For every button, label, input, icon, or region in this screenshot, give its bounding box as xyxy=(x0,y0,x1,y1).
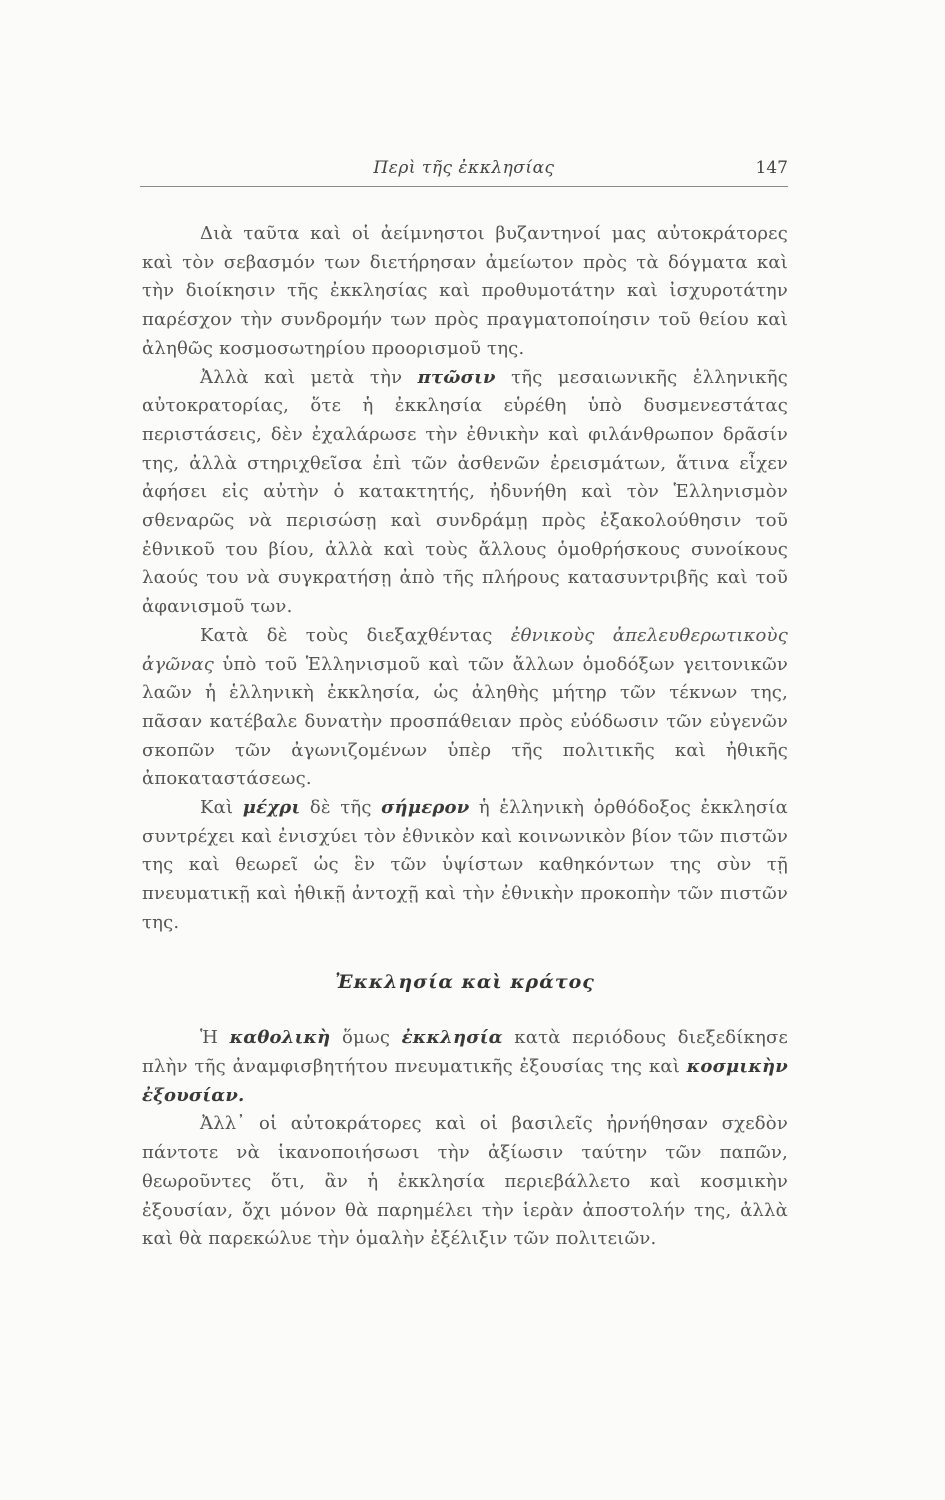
paragraph-3-part-c: ὑπὸ τοῦ Ἑλληνισμοῦ καὶ τῶν ἄλλων ὁμοδόξων γειτονικῶν λαῶν ἡ ἑλληνικὴ ἐκκλησία, ὡς ἀληθὴς μήτηρ τῶν τέκνων της, πᾶσαν κατέβαλε δυνατὴν προσπάθειαν πρὸς εὐόδωσιν τῶν εὐγενῶν σκοπῶν τῶν ἀγωνιζομένων ὑπὲρ τῆς πολιτικῆς καὶ ἠθικῆς ἀποκαταστάσεως. xyxy=(142,653,788,790)
paragraph-3 xyxy=(142,622,788,794)
body-text xyxy=(142,220,788,1254)
paragraph-6 xyxy=(142,1110,788,1254)
section-heading: Ἐκκλησία καὶ κράτος xyxy=(335,970,595,993)
paragraph-5-part-a: Ἡ xyxy=(200,1027,230,1049)
emphasis-katholiki: καθολικὴ xyxy=(229,1027,331,1049)
paragraph-2 xyxy=(142,364,788,622)
paragraph-4-part-c: δὲ τῆς xyxy=(300,797,382,819)
paragraph-2-part-c: τῆς μεσαιωνικῆς ἑλληνικῆς αὐτοκρατορίας, ὅτε ἡ ἐκκλησία εὑρέθη ὑπὸ δυσμενεστάτας περιστάσεις, δὲν ἐχαλάρωσε τὴν ἐθνικὴν καὶ φιλάνθρωπον δρᾶσίν της, ἀλλὰ στηριχθεῖσα ἐπὶ τῶν ἀσθενῶν ἐρεισμάτων, ἅτινα εἶχεν ἀφήσει εἰς αὐτὴν ὁ κατακτητής, ἠδυνήθη καὶ τὸν Ἑλληνισμὸν σθεναρῶς νὰ περισώσῃ καὶ συνδράμῃ πρὸς ἐξακολούθησιν τοῦ ἐθνικοῦ του βίου, ἀλλὰ καὶ τοὺς ἄλλους ὁμοθρήσκους συνοίκους λαούς του νὰ συγκρατήσῃ ἀπὸ τῆς πλήρους κατασυντριβῆς καὶ τοῦ ἀφανισμοῦ των. xyxy=(142,366,788,618)
emphasis-ekklisia: ἐκκλησία xyxy=(401,1027,503,1049)
emphasis-mechri: μέχρι xyxy=(242,797,301,819)
paragraph-4-part-a: Καὶ xyxy=(200,797,243,819)
emphasis-simeron: σήμερον xyxy=(381,797,470,819)
paragraph-5-part-c: ὅμως xyxy=(330,1027,402,1049)
running-head-title: Περὶ τῆς ἐκκλησίας xyxy=(373,158,555,178)
paragraph-3-part-a: Κατὰ δὲ τοὺς διεξαχθέντας xyxy=(200,624,511,646)
emphasis-ethnikous-agonas: ἐθνικοὺς ἀπελευθερωτικοὺς ἀγῶνας xyxy=(142,624,788,675)
emphasis-ptosin: πτῶσιν xyxy=(417,366,496,388)
paragraph-4-part-e: ἡ ἑλληνικὴ ὀρθόδοξος ἐκκλησία συντρέχει καὶ ἐνισχύει τὸν ἐθνικὸν καὶ κοινωνικὸν βίον τῶν πιστῶν της καὶ θεωρεῖ ὡς ἓν τῶν ὑψίστων καθηκόντων της σὺν τῇ πνευματικῇ καὶ ἠθικῇ ἀντοχῇ καὶ τὴν ἐθνικὴν προκοπὴν τῶν πιστῶν της. xyxy=(142,797,788,933)
paragraph-5 xyxy=(142,1024,788,1110)
paragraph-1-text: Διὰ ταῦτα καὶ οἱ ἀείμνηστοι βυζαντηνοί μας αὐτοκράτορες καὶ τὸν σεβασμόν των διετήρησαν ἀμείωτον πρὸς τὰ δόγματα καὶ τὴν διοίκησιν τῆς ἐκκλησίας καὶ προθυμοτάτην καὶ ἰσχυροτάτην παρέσχον τὴν συνδρομήν των πρὸς πραγματοποίησιν τοῦ θείου καὶ ἀληθῶς κοσμοσωτηρίου προορισμοῦ της. xyxy=(142,223,788,359)
paragraph-4 xyxy=(142,794,788,938)
paragraph-1 xyxy=(142,220,788,364)
paragraph-2-part-a: Ἀλλὰ καὶ μετὰ τὴν xyxy=(200,366,418,388)
paragraph-5-part-e: κατὰ περιόδους διεξεδίκησε πλὴν τῆς ἀναμφισβητήτου πνευματικῆς ἐξουσίας της καὶ xyxy=(142,1027,788,1077)
emphasis-kosmikin-exousian: κοσμικὴν ἐξουσίαν. xyxy=(142,1055,788,1106)
running-head xyxy=(140,156,788,187)
paragraph-6-text: Ἀλλ᾽ οἱ αὐτοκράτορες καὶ οἱ βασιλεῖς ἠρνήθησαν σχεδὸν πάντοτε νὰ ἱκανοποιήσωσι τὴν ἀξίωσιν ταύτην τῶν παπῶν, θεωροῦντες ὅτι, ἂν ἡ ἐκκλησία περιεβάλλετο καὶ κοσμικὴν ἐξουσίαν, ὄχι μόνον θὰ παρημέλει τὴν ἱερὰν ἀποστολήν της, ἀλλὰ καὶ θὰ παρεκώλυε τὴν ὁμαλὴν ἐξέλιξιν τῶν πολιτειῶν. xyxy=(142,1113,788,1250)
page-number: 147 xyxy=(755,158,788,178)
